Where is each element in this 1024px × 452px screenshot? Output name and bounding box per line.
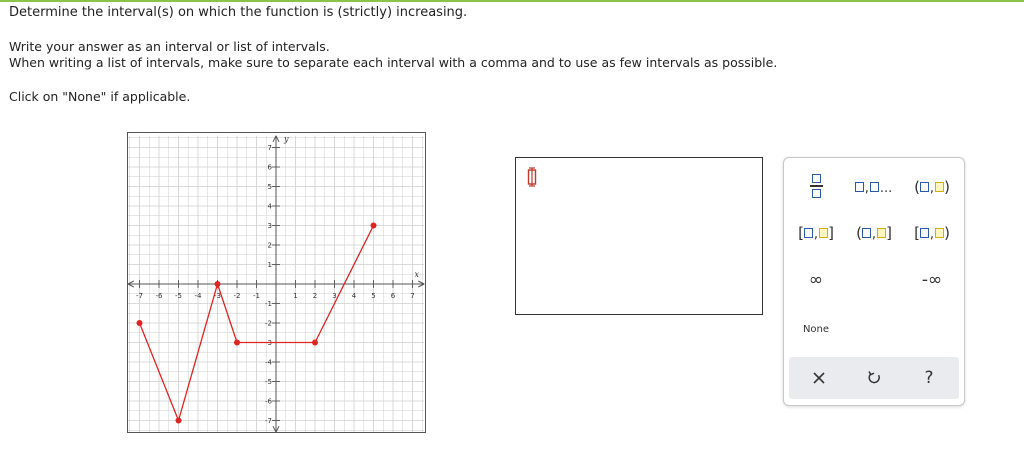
y-tick-label: 3 [267, 222, 272, 230]
clear-button[interactable] [799, 363, 839, 393]
x-axis-label: x [414, 270, 420, 279]
math-palette [783, 157, 965, 406]
open-interval-button[interactable] [904, 171, 960, 201]
y-axis-label: y [284, 134, 289, 144]
x-tick-label: 4 [351, 292, 357, 300]
closed-interval-button[interactable] [788, 217, 844, 247]
y-tick-label: 5 [267, 183, 272, 191]
y-tick-label: -2 [265, 319, 272, 328]
y-tick-label: 1 [267, 261, 272, 269]
data-point [312, 340, 318, 346]
y-tick-label: 6 [267, 163, 272, 172]
x-tick-label: -7 [136, 292, 143, 300]
help-button[interactable] [909, 363, 949, 393]
list-button[interactable] [846, 171, 902, 201]
x-tick-label: 1 [293, 292, 298, 300]
none-button[interactable] [788, 314, 844, 344]
instruction-line-3: Click on "None" if applicable. [9, 89, 191, 104]
closed-interval-icon: [ , ] [798, 223, 834, 242]
data-point [234, 340, 240, 346]
right-open-interval-button[interactable] [904, 217, 960, 247]
y-tick-label: -7 [265, 417, 272, 425]
help-icon: ? [924, 368, 934, 388]
data-point [215, 281, 221, 287]
x-tick-label: 2 [312, 292, 318, 300]
question-title: Determine the interval(s) on which the function is (strictly) increasing. [9, 5, 468, 20]
right-open-interval-icon: [ , ) [914, 223, 950, 242]
y-tick-label: -4 [265, 358, 272, 367]
fraction-button[interactable] [788, 171, 844, 201]
x-tick-label: -1 [253, 292, 260, 300]
graph-canvas [128, 133, 425, 432]
action-bar [789, 357, 959, 399]
neg-infinity-symbol: -∞ [921, 270, 943, 290]
list-icon: , ... [855, 177, 894, 196]
open-interval-icon: ( , ) [914, 177, 950, 196]
instruction-line-1: Write your answer as an interval or list of intervals. [9, 39, 330, 54]
y-tick-label: 2 [267, 241, 272, 250]
y-tick-label: -3 [265, 339, 272, 347]
y-tick-label: -6 [265, 397, 272, 406]
neg-infinity-button[interactable] [904, 265, 960, 295]
answer-input[interactable] [515, 157, 763, 315]
data-point [371, 223, 377, 229]
x-tick-label: -5 [175, 292, 182, 300]
fraction-icon [810, 174, 823, 198]
function-graph [127, 132, 426, 433]
x-icon [812, 371, 826, 385]
x-tick-label: -2 [233, 292, 241, 300]
top-accent-line [0, 0, 1024, 2]
none-label: None [802, 323, 830, 335]
infinity-symbol: ∞ [808, 270, 824, 290]
x-tick-label: 7 [410, 292, 415, 300]
left-open-interval-button[interactable] [846, 217, 902, 247]
x-tick-label: 6 [390, 292, 396, 300]
text-cursor-icon [526, 167, 538, 187]
y-tick-label: 7 [267, 144, 272, 152]
data-point [137, 320, 143, 326]
ellipsis-text: ... [879, 180, 893, 196]
x-tick-label: -4 [194, 292, 202, 300]
x-tick-label: -6 [155, 292, 163, 300]
infinity-button[interactable] [788, 265, 844, 295]
y-tick-label: -1 [265, 300, 272, 308]
instruction-line-2: When writing a list of intervals, make sure to separate each interval with a comma and to use as few intervals as possible. [9, 55, 778, 70]
undo-button[interactable] [854, 363, 894, 393]
y-tick-label: 4 [267, 202, 272, 211]
x-tick-label: -3 [214, 292, 221, 300]
data-point [176, 418, 182, 424]
x-tick-label: 3 [332, 292, 337, 300]
x-tick-label: 5 [371, 292, 376, 300]
undo-icon [866, 370, 882, 386]
y-tick-label: -5 [265, 378, 272, 386]
left-open-interval-icon: ( , ] [856, 223, 892, 242]
